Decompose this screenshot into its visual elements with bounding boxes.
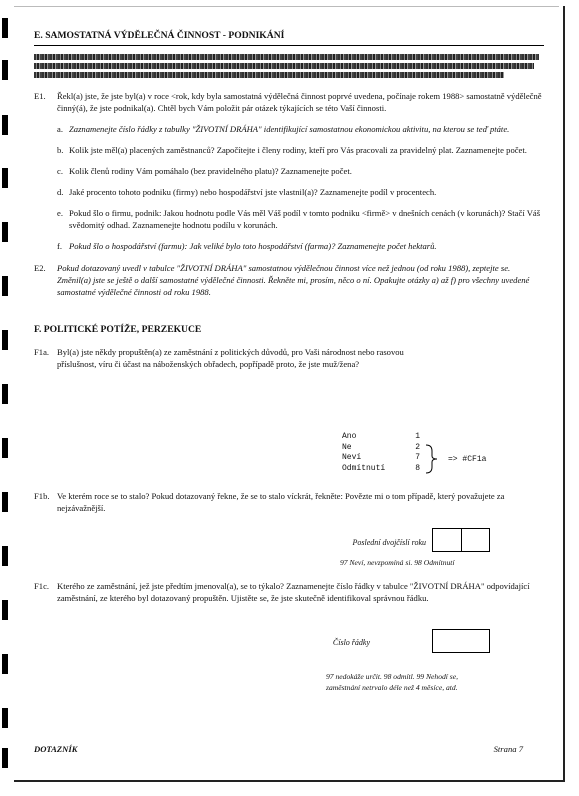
sub-letter: d. bbox=[57, 187, 64, 197]
footer-doc-label: DOTAZNÍK bbox=[34, 744, 78, 754]
sub-text: Pokud šlo o firmu, podnik: Jakou hodnotu podle Vás měl Váš podíl v tomto podniku <firmě> v dnešních cenách (v korunách)? Stačí Váš svědomitý odhad. Zaznamenejte hodnotu podílu v korunách. bbox=[69, 208, 541, 230]
sub-letter: c. bbox=[57, 166, 63, 176]
option-label: Odmítnutí bbox=[342, 463, 386, 473]
binder-mark bbox=[2, 60, 8, 80]
sub-letter: a. bbox=[57, 124, 63, 134]
option-row[interactable] bbox=[342, 464, 420, 475]
skip-target: #CF1a bbox=[462, 455, 487, 464]
question-text: Řekl(a) jste, že jste byl(a) v roce <rok, kdy byla samostatná výdělečná činnost poprvé uvedena, počínaje rokem 1988> samostatně výdělečně činný(á), že jste podnikal(a). Chtěl bych Vám položit pár otázek týkajících se této Vaší činnosti. bbox=[57, 91, 542, 113]
year-field-note: 97 Neví, nevzpomíná si. 98 Odmítnutí bbox=[340, 558, 455, 567]
question-text: Kterého ze zaměstnání, jež jste předtím jmenoval(a), se to týkalo? Zaznamenejte číslo řádky v tabulce "ŽIVOTNÍ DRÁHA" odpovídající zaměstnání, ze kterého byl dotazovaný propuštěn. Ujistěte se, že jste skutečně identifikoval správnou řádku. bbox=[57, 581, 530, 603]
binder-mark bbox=[2, 654, 8, 674]
binder-mark bbox=[2, 492, 8, 512]
question-number: F1a. bbox=[34, 347, 50, 357]
sub-question-a bbox=[57, 123, 544, 135]
question-f1a bbox=[34, 346, 544, 370]
question-f1c bbox=[34, 580, 544, 604]
binder-mark bbox=[2, 708, 8, 728]
option-label: Neví bbox=[342, 453, 362, 462]
binder-mark bbox=[2, 18, 8, 38]
sub-question-e bbox=[57, 207, 544, 231]
binder-mark bbox=[2, 276, 8, 296]
sub-text: Zaznamenejte číslo řádky z tabulky "ŽIVOTNÍ DRÁHA" identifikující samostatnou ekonomickou aktivitu, na kterou se teď ptáte. bbox=[69, 124, 510, 134]
section-f-title: F. POLITICKÉ POTÍŽE, PERZEKUCE bbox=[34, 324, 202, 335]
question-number: E1. bbox=[34, 91, 46, 101]
question-text: Ve kterém roce se to stalo? Pokud dotazovaný řekne, že se to stalo víckrát, řekněte: Povězte mi o tom případě, který považujete za nejzávažnější. bbox=[57, 491, 505, 513]
row-number-input-box[interactable] bbox=[432, 629, 490, 653]
option-row[interactable] bbox=[342, 432, 420, 443]
option-code: 7 bbox=[415, 453, 420, 462]
question-text: Pokud dotazovaný uvedl v tabulce "ŽIVOTNÍ DRÁHA" samostatnou výdělečnou činnost více než jednou (od roku 1988), zeptejte se. Změnil(a) jste se ještě o další samostatné výdělečné činnosti. Řekněte mi, prosím, něco o ní. Opakujte otázky a) až f) pro všechny uvedené samostatné výdělečné činnosti od roku 1988. bbox=[57, 263, 530, 297]
sub-text: Pokud šlo o hospodářství (farmu): Jak veliké bylo toto hospodářství (farma)? Zaznamenejte počet hektarů. bbox=[69, 241, 437, 251]
skip-arrow: => bbox=[448, 455, 458, 464]
question-e2 bbox=[34, 262, 544, 298]
binder-mark bbox=[2, 168, 8, 188]
sub-text: Kolik členů rodiny Vám pomáhalo (bez pravidelného platu)? Zaznamenejte počet. bbox=[69, 166, 352, 176]
binder-mark bbox=[2, 438, 8, 458]
sub-letter: f. bbox=[57, 241, 63, 251]
page-edge-right bbox=[563, 6, 565, 782]
row-number-note-line-1: 97 nedokáže určit. 98 odmítl. 99 Nehodí se, bbox=[326, 672, 459, 681]
illegible-line bbox=[34, 63, 534, 69]
f1a-answer-options bbox=[342, 432, 420, 474]
binder-mark bbox=[2, 600, 8, 620]
binder-mark bbox=[2, 384, 8, 404]
question-number: F1c. bbox=[34, 581, 50, 591]
binder-mark bbox=[2, 330, 8, 350]
option-label: Ne bbox=[342, 442, 352, 452]
illegible-line bbox=[34, 72, 504, 78]
illegible-instruction-block bbox=[34, 54, 544, 80]
question-text: Byl(a) jste někdy propuštěn(a) ze zaměstnání z politických důvodů, pro Vaši národnost nebo rasovou příslušnost, víru či účast na náboženských obřadech, popřípadě proto, že jste muž/žena? bbox=[57, 347, 404, 369]
option-code: 1 bbox=[415, 432, 420, 441]
sub-text: Jaké procento tohoto podniku (firmy) nebo hospodářství jste vlastnil(a)? Zaznamenejte podíl v procentech. bbox=[69, 187, 437, 197]
binder-mark bbox=[2, 748, 8, 768]
question-number: F1b. bbox=[34, 491, 50, 501]
row-number-note-line-2: zaměstnání netrvalo déle než 4 měsíce, atd. bbox=[326, 683, 458, 692]
illegible-line bbox=[34, 54, 539, 60]
question-e1 bbox=[34, 90, 544, 114]
section-e-title: E. SAMOSTATNÁ VÝDĚLEČNÁ ČINNOST - PODNIKÁNÍ bbox=[34, 30, 285, 41]
question-f1b bbox=[34, 490, 544, 514]
page-edge-bottom bbox=[14, 780, 565, 782]
skip-brace-icon bbox=[424, 444, 446, 474]
option-row[interactable] bbox=[342, 453, 420, 464]
footer-page-number: Strana 7 bbox=[493, 744, 523, 754]
binder-mark bbox=[2, 115, 8, 135]
binder-mark bbox=[2, 222, 8, 242]
option-code: 2 bbox=[415, 442, 420, 452]
questionnaire-page bbox=[34, 30, 544, 370]
option-code: 8 bbox=[415, 463, 420, 473]
option-row[interactable] bbox=[342, 443, 420, 454]
section-e-heading bbox=[34, 30, 544, 46]
binder-mark bbox=[2, 546, 8, 566]
sub-letter: b. bbox=[57, 145, 64, 155]
year-input-box[interactable] bbox=[432, 528, 490, 552]
page-edge-top bbox=[14, 6, 559, 7]
section-f-heading bbox=[34, 324, 544, 336]
sub-text: Kolik jste měl(a) placených zaměstnanců? Započítejte i členy rodiny, kteří pro Vás pracovali za pravidelný plat. Zaznamenejte počet. bbox=[69, 145, 527, 155]
year-field-label: Poslední dvojčíslí roku bbox=[352, 538, 426, 547]
box-divider bbox=[461, 529, 462, 551]
sub-question-c bbox=[57, 165, 544, 177]
question-number: E2. bbox=[34, 263, 46, 273]
heading-rule bbox=[34, 45, 544, 46]
sub-question-d bbox=[57, 186, 544, 198]
sub-question-b bbox=[57, 144, 544, 156]
sub-question-f bbox=[57, 240, 544, 252]
skip-instruction bbox=[448, 455, 486, 464]
sub-letter: e. bbox=[57, 208, 63, 218]
option-label: Ano bbox=[342, 432, 357, 441]
row-number-field-label: Číslo řádky bbox=[332, 638, 370, 647]
